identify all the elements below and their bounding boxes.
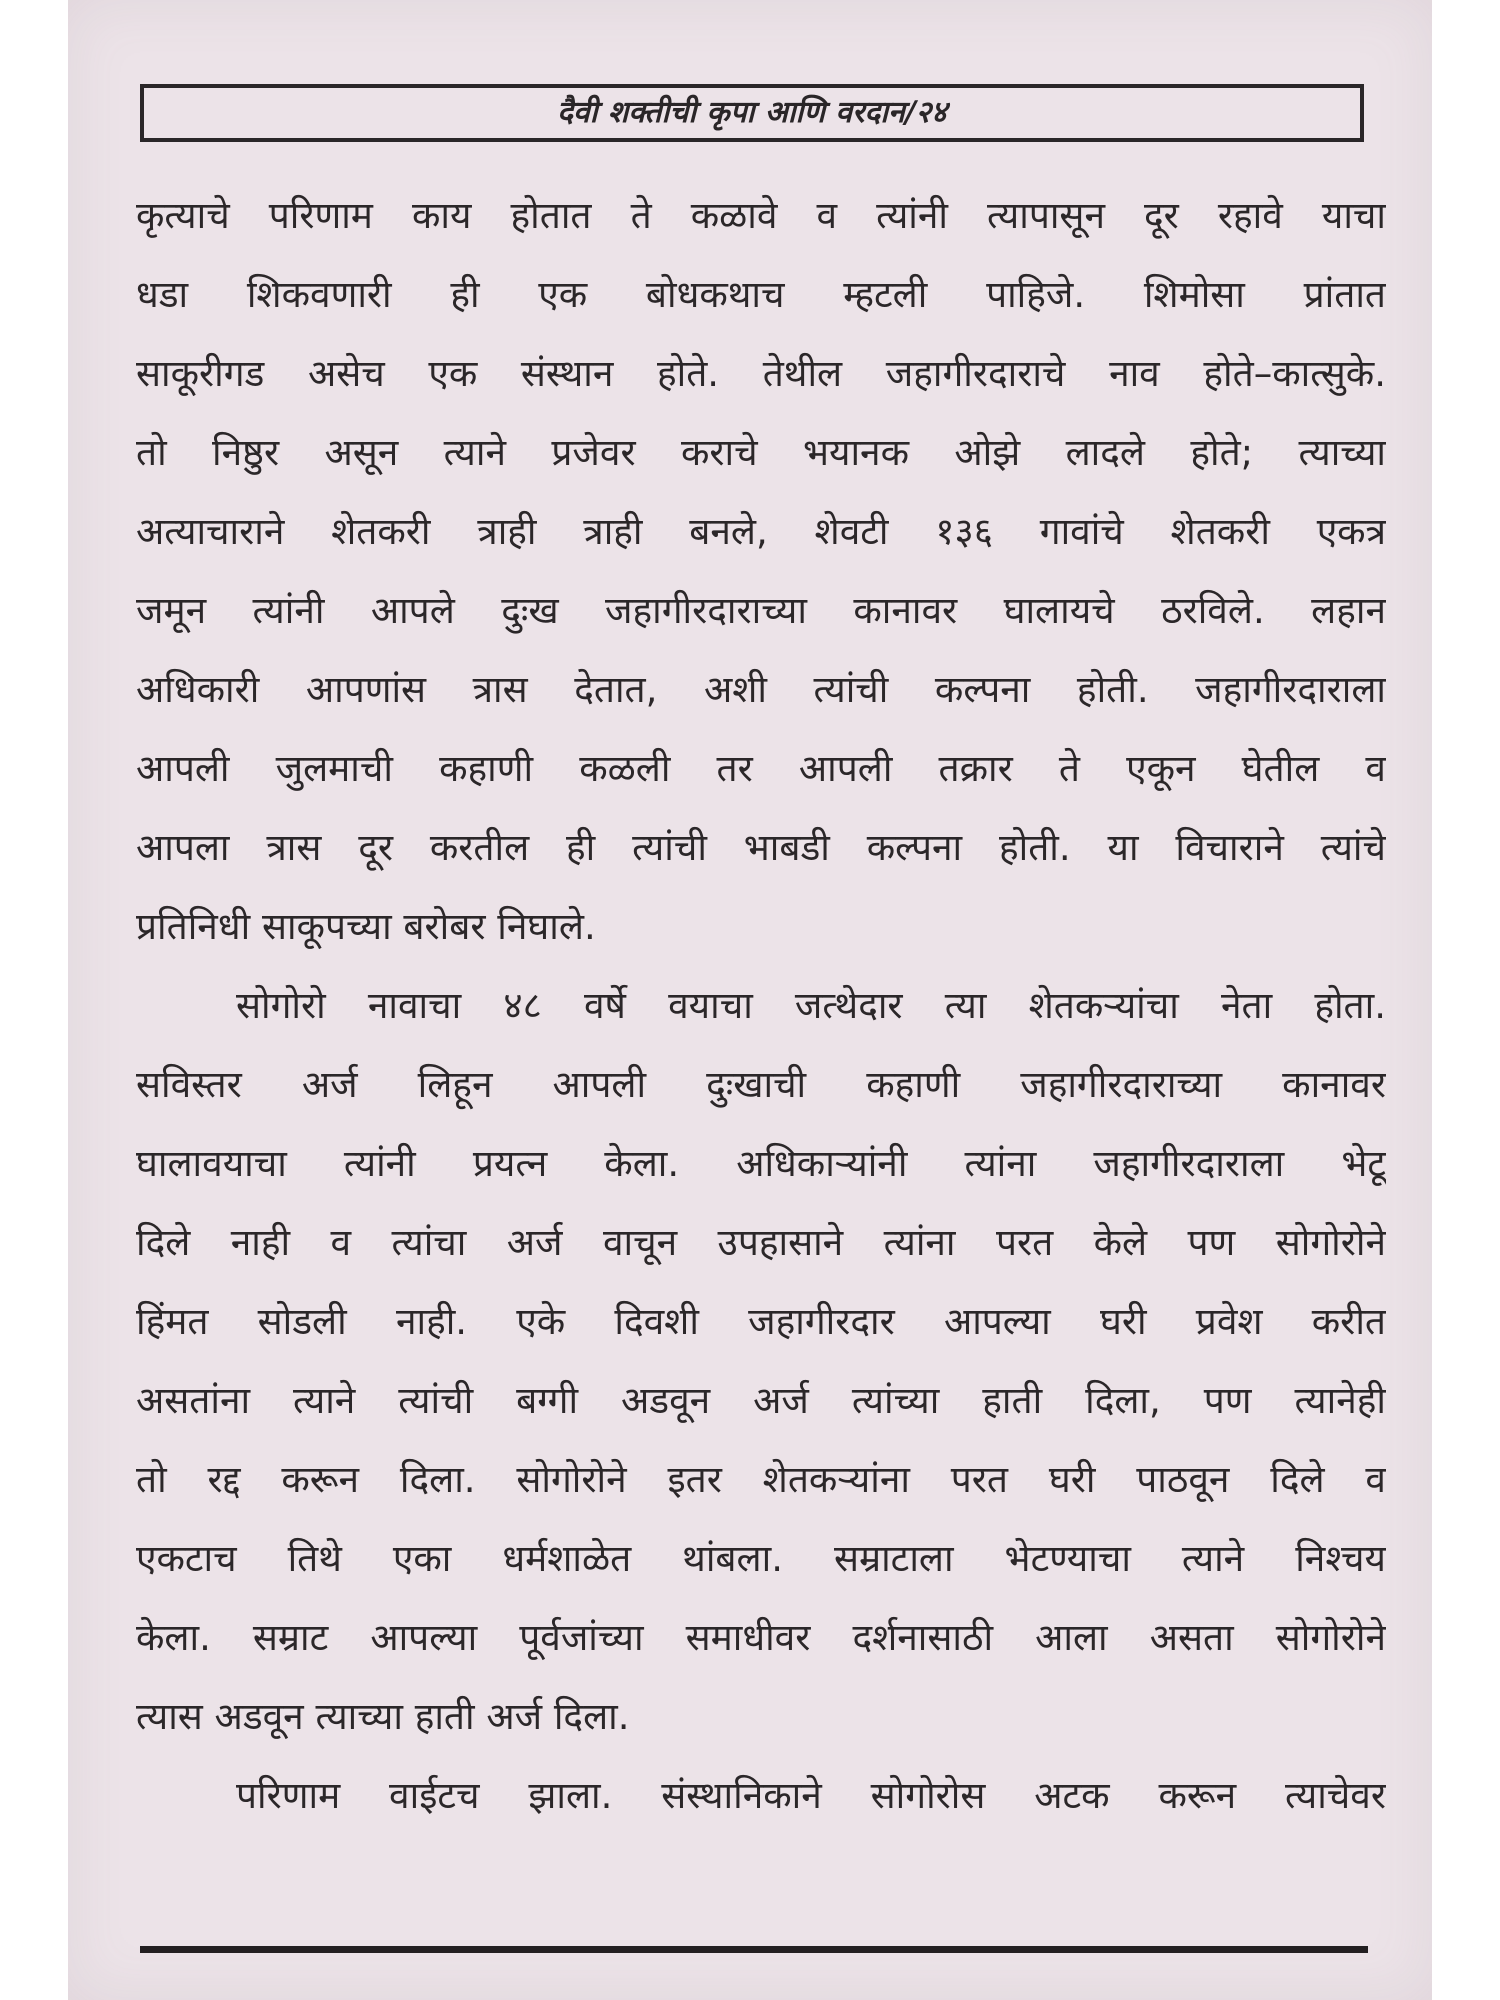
text-line: आपली जुलमाची कहाणी कळली तर आपली तक्रार ते एकून घेतील व bbox=[136, 747, 1386, 790]
paragraph-start-line: सोगोरो नावाचा ४८ वर्षे वयाचा जत्थेदार त्या शेतकऱ्यांचा नेता होता. bbox=[236, 984, 1386, 1027]
text-line: आपला त्रास दूर करतील ही त्यांची भाबडी कल्पना होती. या विचाराने त्यांचे bbox=[136, 826, 1386, 869]
book-page bbox=[68, 0, 1432, 2000]
running-header bbox=[140, 84, 1364, 142]
text-line: दिले नाही व त्यांचा अर्ज वाचून उपहासाने त्यांना परत केले पण सोगोरोने bbox=[136, 1221, 1386, 1264]
paragraph-end-line: प्रतिनिधी साकूपच्या बरोबर निघाले. bbox=[136, 905, 596, 948]
text-line: तो निष्ठुर असून त्याने प्रजेवर कराचे भयानक ओझे लादले होते; त्याच्या bbox=[136, 431, 1386, 474]
text-line: धडा शिकवणारी ही एक बोधकथाच म्हटली पाहिजे. शिमोसा प्रांतात bbox=[136, 273, 1386, 316]
footer-rule bbox=[140, 1946, 1368, 1953]
text-line: अधिकारी आपणांस त्रास देतात, अशी त्यांची कल्पना होती. जहागीरदाराला bbox=[136, 668, 1386, 711]
text-line: हिंमत सोडली नाही. एके दिवशी जहागीरदार आपल्या घरी प्रवेश करीत bbox=[136, 1300, 1386, 1343]
header-title: दैवी शक्तीची कृपा आणि वरदान/२४ bbox=[557, 95, 947, 130]
text-line: असतांना त्याने त्यांची बग्गी अडवून अर्ज त्यांच्या हाती दिला, पण त्यानेही bbox=[136, 1379, 1386, 1422]
text-line: तो रद्द करून दिला. सोगोरोने इतर शेतकऱ्यांना परत घरी पाठवून दिले व bbox=[136, 1458, 1386, 1501]
text-line: जमून त्यांनी आपले दुःख जहागीरदाराच्या कानावर घालायचे ठरविले. लहान bbox=[136, 589, 1386, 632]
paragraph-start-line: परिणाम वाईटच झाला. संस्थानिकाने सोगोरोस अटक करून त्याचेवर bbox=[236, 1774, 1386, 1817]
text-line: कृत्याचे परिणाम काय होतात ते कळावे व त्यांनी त्यापासून दूर रहावे याचा bbox=[136, 194, 1386, 237]
text-line: साकूरीगड असेच एक संस्थान होते. तेथील जहागीरदाराचे नाव होते–कात्सुके. bbox=[136, 352, 1386, 395]
text-line: सविस्तर अर्ज लिहून आपली दुःखाची कहाणी जहागीरदाराच्या कानावर bbox=[136, 1063, 1386, 1106]
text-line: घालावयाचा त्यांनी प्रयत्न केला. अधिकाऱ्यांनी त्यांना जहागीरदाराला भेटू bbox=[136, 1142, 1386, 1185]
text-line: केला. सम्राट आपल्या पूर्वजांच्या समाधीवर दर्शनासाठी आला असता सोगोरोने bbox=[136, 1616, 1386, 1659]
text-line: अत्याचाराने शेतकरी त्राही त्राही बनले, शेवटी १३६ गावांचे शेतकरी एकत्र bbox=[136, 510, 1386, 553]
body-text bbox=[136, 176, 1386, 1835]
paragraph-end-line: त्यास अडवून त्याच्या हाती अर्ज दिला. bbox=[136, 1695, 630, 1738]
text-line: एकटाच तिथे एका धर्मशाळेत थांबला. सम्राटाला भेटण्याचा त्याने निश्चय bbox=[136, 1537, 1386, 1580]
